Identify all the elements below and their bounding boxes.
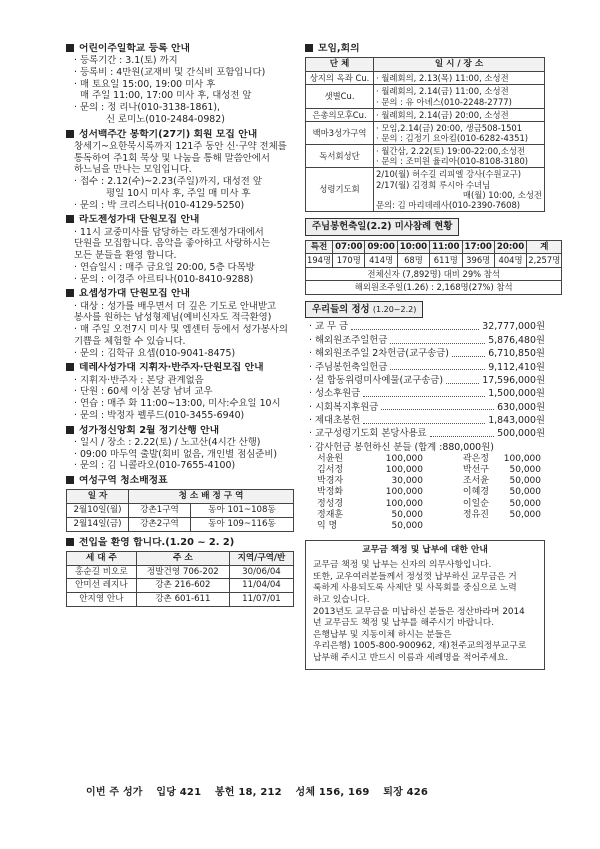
table-row: 독서회성단 · 월간삼, 2.22(토) 19:00-22:00,소성전 · 문의 : 조미원 율리아(010-8108-3180) [306, 145, 545, 168]
text-line: · 문의 : 이경주 아르티나(010-8410-9288) [74, 273, 254, 285]
text-line: · 접수 : 2.12(수)~2.23(주일)까지, 대성전 앞 [74, 176, 262, 188]
table-row: 은총의모후Cu. · 월례회의, 2.14(금) 20:00, 소성전 [306, 108, 545, 122]
table-row: 194명 170명 414명 68명 611명 396명 404명 2,257명 [307, 255, 561, 266]
bullet-square-icon [66, 363, 74, 371]
section-header: 요셉성가대 단원모집 안내 [66, 288, 294, 300]
text-line: · 09:00 마두역 출발(회비 없음, 개인별 점심준비) [74, 448, 278, 460]
text-line: · 연습일시 : 매주 금요일 20:00, 5층 다목방 [74, 261, 255, 273]
list-item: · 성소후원금 1,500,000원 [309, 388, 545, 400]
hymn-footer [86, 787, 526, 800]
list-item: · 시회복지후원금 630,000원 [309, 401, 545, 413]
text-line: 모든 분들을 환영 합니다. [74, 250, 177, 262]
table-header: 지역/구역/반 [229, 551, 293, 565]
list-item: · 교구성령기도회 본당사용료 500,000원 [309, 428, 545, 440]
right-column [305, 40, 561, 670]
list-item: · 설 합동위령미사예물(교구송금) 17,596,000원 [309, 374, 545, 386]
text-line: · 문의 : 김 니콜라오(010-7655-4100) [74, 460, 236, 472]
table-row: 홍순길 비오로 정발건영 706-202 30/06/04 [67, 565, 294, 579]
text-line: · 문의 : 정 리나(010-3138-1861), [74, 102, 221, 114]
list-item: · 제대초봉헌 1,843,000원 [309, 414, 545, 426]
list-item: · 교 무 금 32,777,000원 [309, 321, 545, 333]
text-line: 봉사를 원하는 남성형제님(예비신자도 적극환영) [74, 312, 272, 324]
offering-list [305, 321, 545, 440]
newcomer-table [66, 551, 294, 607]
bullet-square-icon [66, 215, 74, 223]
table-row: 성령기도회 2/10(월) 허수길 리피엘 강사(수원교구) 2/17(월) 김경희 루시아 수녀님 매(월) 10:00, 소성전 문의: 김 마리데레사(010-2390-7608) [306, 168, 545, 211]
text-line: · 11시 교중미사를 담당하는 라도젠성가대에서 [74, 226, 264, 238]
text-line: 단원을 모집합니다. 음악을 좋아하고 사랑하시는 [74, 238, 271, 250]
text-line: · 등록비 : 4만원(교재비 및 간식비 포함입니다) [74, 66, 266, 78]
text-line: · 단원 : 60세 이상 본당 남녀 교우 [74, 386, 213, 398]
bullet-square-icon [66, 476, 74, 484]
bullet-square-icon [66, 44, 74, 52]
text-line: · 문의 : 김학규 요셉(010-9041-8475) [74, 347, 236, 359]
footer-label: 이번 주 성가 [86, 787, 143, 798]
mass-attendance-title: 주님봉헌축일(2.2) 미사참례 현황 [305, 218, 459, 236]
table-header: 일 시 / 장 소 [374, 58, 545, 72]
text-line: · 대상 : 성가를 배우면서 더 깊은 기도로 안내받고 [74, 300, 277, 312]
notice-title: 교무금 책정 및 납부에 대한 안내 [362, 545, 488, 556]
section-header: 어린이주일학교 등록 안내 [66, 43, 294, 55]
table-header: 일 자 [67, 490, 129, 504]
section-header: 전입을 환영 합니다.(1.20 ~ 2. 2) [66, 537, 294, 549]
table-row: 상지의 옥좌 Cu. · 월례회의, 2.13(목) 11:00, 소성전 [306, 71, 545, 85]
table-row: 백마3성가구역 · 모임,2.14(금) 20:00, 생금508-1501 · 문의 : 김정기 요아킴(010-6282-4351) [306, 122, 545, 145]
table-row: 2월14일(금) 강촌2구역 동아 109~116동 [67, 517, 294, 531]
text-line: · 일시 / 장소 : 2.22(토) / 노고산(4시간 산행) [74, 436, 261, 448]
footer-offertory: 봉헌 18, 212 [214, 787, 282, 798]
text-line: 기쁨을 체험할 수 있습니다. [74, 335, 186, 347]
section-header: 라도젠성가대 단원모집 안내 [66, 214, 294, 226]
meetings-table [305, 57, 545, 212]
text-line: 창세기~요한묵시록까지 121주 동안 신·구약 전체를 [74, 140, 287, 152]
text-line: · 지휘자·반주자 : 본당 관계없음 [74, 374, 204, 386]
table-header: 청 소 배 정 구 역 [129, 490, 294, 504]
text-line: · 문의 : 박 크리스티나(010-4129-5250) [74, 199, 245, 211]
section-header: 성가정신앙회 2월 정기산행 안내 [66, 425, 294, 437]
footer-recessional: 퇴장 426 [383, 787, 429, 798]
table-row: 샛별Cu. · 월례회의, 2.14(금) 11:00, 소성전 · 문의 : 유 아녜스(010-2248-2777) [306, 85, 545, 108]
mass-attendance-table: 특전 07:00 09:00 10:00 11:00 17:00 20:00 계 194명 170명 414명 68명 611명 396명 404명 2,257명 전체신자 (7,892명) 대비 29% 참석 해외원조주일(1.26) : 2,168명(27%) 참석 [307, 241, 561, 293]
text-line: 평일 10시 미사 후, 주일 매 미사 후 [106, 187, 251, 199]
section-header: 데레사성가대 지휘자·반주자·단원모집 안내 [66, 362, 294, 374]
text-line: · 매 토요일 15:00, 19:00 미사 후 [74, 78, 216, 90]
donors-grid: 서윤원 100,000 곽은정 100,000 김서정 100,000 박선구 50,000 박경자 30,000 조서윤 50,000 박정화 100,000 이혜경 50,000 정성경 100,000 이일순 50,000 정재훈 50,000 정유진 50,000 익 명 50,000 [317, 453, 541, 532]
list-item: · 해외원조주일 2차헌금(교구송금) 6,710,850원 [309, 348, 545, 360]
section-header: 성서백주간 봉학기(27기) 회원 모집 안내 [66, 129, 294, 141]
table-header: 주 소 [136, 551, 229, 565]
section-header: 여성구역 청소배정표 [66, 475, 294, 487]
donors-title: · 감사헌금 봉헌하신 분들 (합계 :880,000원) [309, 441, 494, 453]
text-line: 하느님을 만나는 모임입니다. [74, 164, 192, 176]
footer-entrance: 입당 421 [156, 787, 202, 798]
bullet-square-icon [66, 130, 74, 138]
table-row: 2월10일(월) 강촌1구역 동아 101~108동 [67, 504, 294, 518]
list-item: · 해외원조주일헌금 5,876,480원 [309, 334, 545, 346]
bullet-square-icon [66, 538, 74, 546]
text-line: · 연습 : 매주 화 11:00~13:00, 미사:수요일 10시 [74, 398, 281, 410]
left-column [66, 40, 294, 607]
offering-title: 우리들의 정성 (1.20~2.2) [305, 301, 423, 319]
bullet-square-icon [305, 44, 313, 52]
table-header: 세 대 주 [67, 551, 137, 565]
attendance-summary: 전체신자 (7,892명) 대비 29% 참석 [306, 267, 562, 281]
text-line: 매 주일 11:00, 17:00 미사 후, 대성전 앞 [80, 90, 252, 102]
table-row: 안미선 레지나 강촌 216-602 11/04/04 [67, 579, 294, 593]
table-row: 안지영 안나 강촌 601-611 11/07/01 [67, 593, 294, 607]
text-line: · 문의 : 박정자 펠루드(010-3455-6940) [74, 409, 245, 421]
cleaning-table [66, 489, 294, 531]
footer-communion: 성체 156, 169 [295, 787, 370, 798]
list-item: · 주님봉헌축일헌금 9,112,410원 [309, 361, 545, 373]
bullet-square-icon [66, 426, 74, 434]
text-line: 통독하여 주1회 묵상 및 나눔을 통해 말씀안에서 [74, 152, 270, 164]
tithe-notice: 교무금 책정 및 납부에 대한 안내 교무금 책정 및 납부는 신자의 의무사항입니다. 또한, 교우여러분들께서 정성껏 납부하신 교무금은 거 룩하게 사용되도록 사제단 및 사목회를 중심으로 노력 하고 있습니다. 2013년도 교무금을 미납하신 분들은 정산바라며 2014 년 교무금도 책정 및 납부를 해주시기 바랍니다. 은행납부 및 지동이체 하시는 분들은 우리은행) 1005-800-900962, 재)천주교의정부교구로 납부해 주시고 반드시 이름과 세례명을 적어주세요. [305, 540, 545, 669]
table-header: 단 체 [306, 58, 374, 72]
attendance-summary: 해외원조주일(1.26) : 2,168명(27%) 참석 [306, 281, 562, 295]
section-header: 모임,회의 [305, 43, 545, 55]
text-line: · 매 주일 오전7시 미사 및 엠센터 등에서 성가봉사의 [74, 324, 288, 336]
text-line: · 등록기간 : 3.1(토) 까지 [74, 55, 178, 67]
text-line: 신 로미노(010-2484-0982) [106, 113, 225, 125]
bullet-square-icon [66, 289, 74, 297]
